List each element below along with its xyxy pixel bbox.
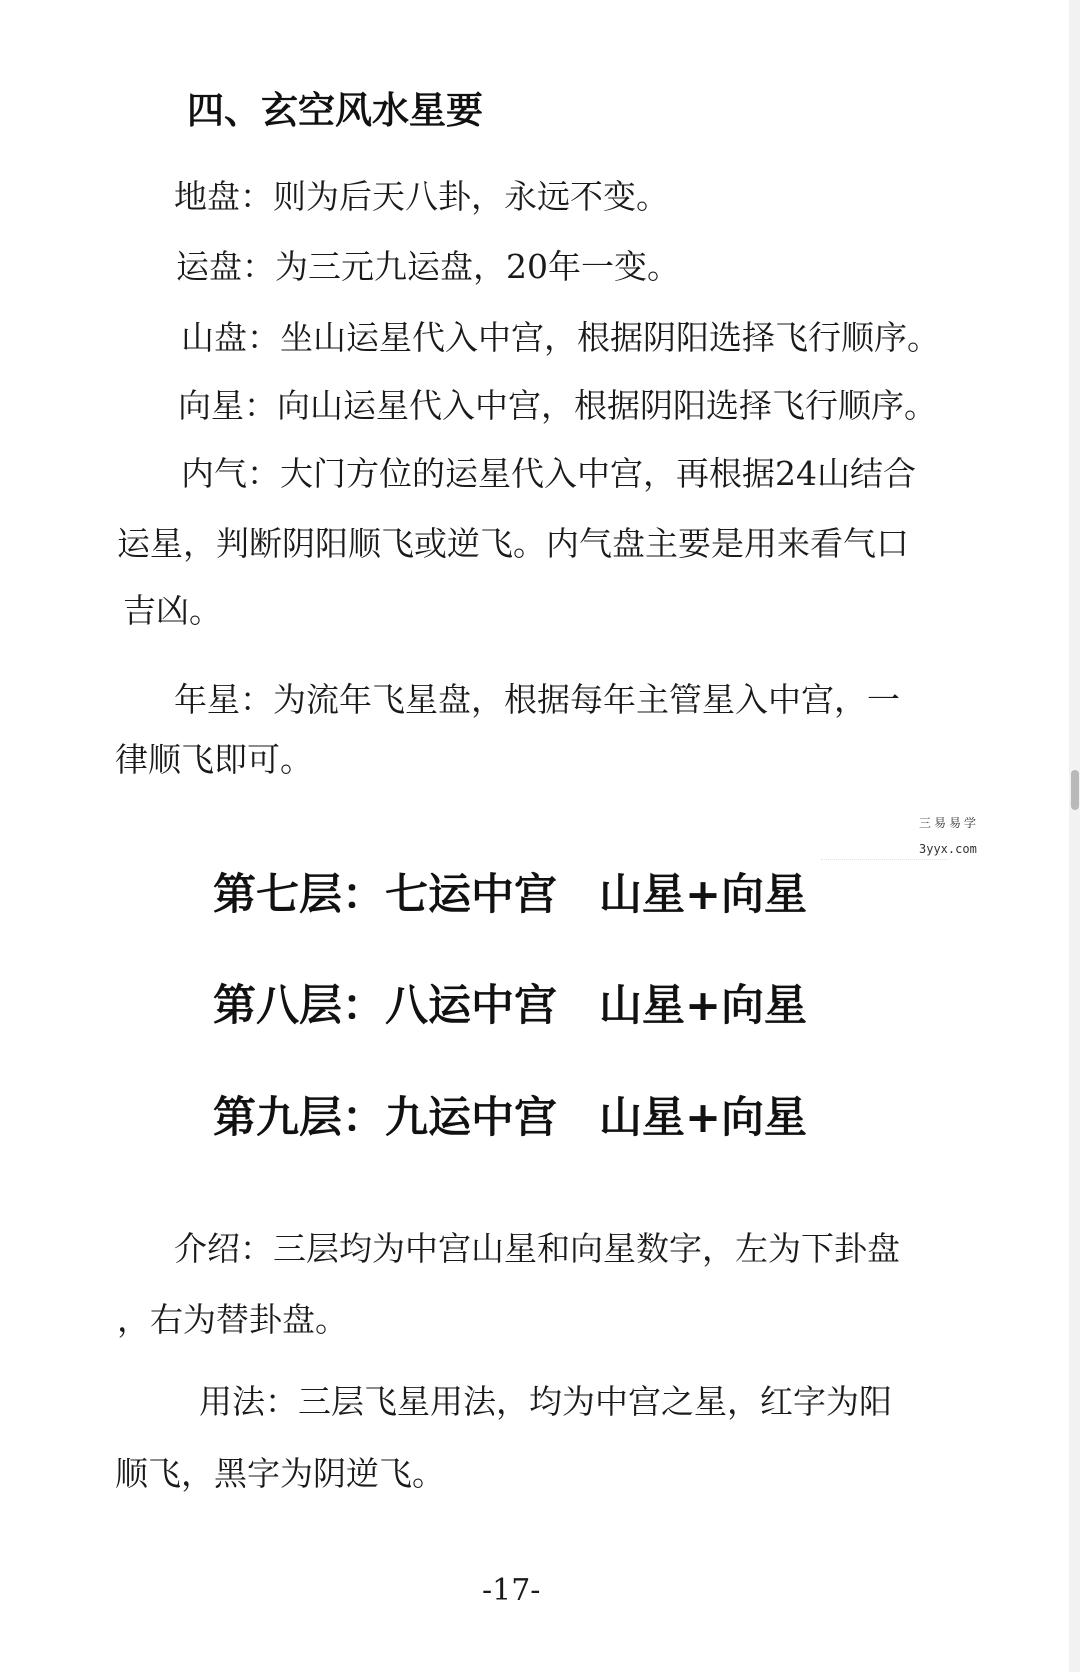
watermark-divider (821, 859, 949, 860)
definition-nei-qi-line-1: 内气：大门方位的运星代入中宫，再根据24山结合 (181, 454, 916, 493)
scrollbar-track[interactable] (1069, 0, 1080, 1672)
usage-note-line-1: 用法：三层飞星用法，均为中宫之星，红字为阳 (199, 1382, 892, 1421)
definition-nian-xing-line-1: 年星：为流年飞星盘，根据每年主管星入中宫，一 (174, 680, 900, 719)
definition-nei-qi-line-2: 运星，判断阴阳顺飞或逆飞。内气盘主要是用来看气口 (117, 524, 909, 563)
scrollbar-thumb[interactable] (1071, 770, 1079, 810)
page-number: -17- (482, 1573, 541, 1608)
watermark-url: 3yyx.com (919, 842, 977, 856)
layer-9-title: 第九层：九运中宫 山星+向星 (213, 1093, 807, 1143)
section-heading: 四、玄空风水星要 (187, 89, 483, 132)
definition-nian-xing-line-2: 律顺飞即可。 (115, 740, 313, 779)
definition-yun-pan: 运盘：为三元九运盘，20年一变。 (176, 247, 680, 286)
layer-8-title: 第八层：八运中宫 山星+向星 (213, 981, 807, 1031)
definition-di-pan: 地盘：则为后天八卦，永远不变。 (174, 177, 669, 216)
layer-7-title: 第七层：七运中宫 山星+向星 (213, 870, 807, 920)
watermark-name: 三易易学 (919, 816, 980, 830)
definition-nei-qi-line-3: 吉凶。 (123, 591, 222, 630)
definition-xiang-xing: 向星：向山运星代入中宫，根据阴阳选择飞行顺序。 (178, 386, 937, 425)
definition-shan-pan: 山盘：坐山运星代入中宫，根据阴阳选择飞行顺序。 (181, 318, 940, 357)
intro-note-line-2: ，右为替卦盘。 (117, 1300, 348, 1339)
intro-note-line-1: 介绍：三层均为中宫山星和向星数字，左为下卦盘 (174, 1229, 900, 1268)
usage-note-line-2: 顺飞，黑字为阴逆飞。 (115, 1454, 445, 1493)
